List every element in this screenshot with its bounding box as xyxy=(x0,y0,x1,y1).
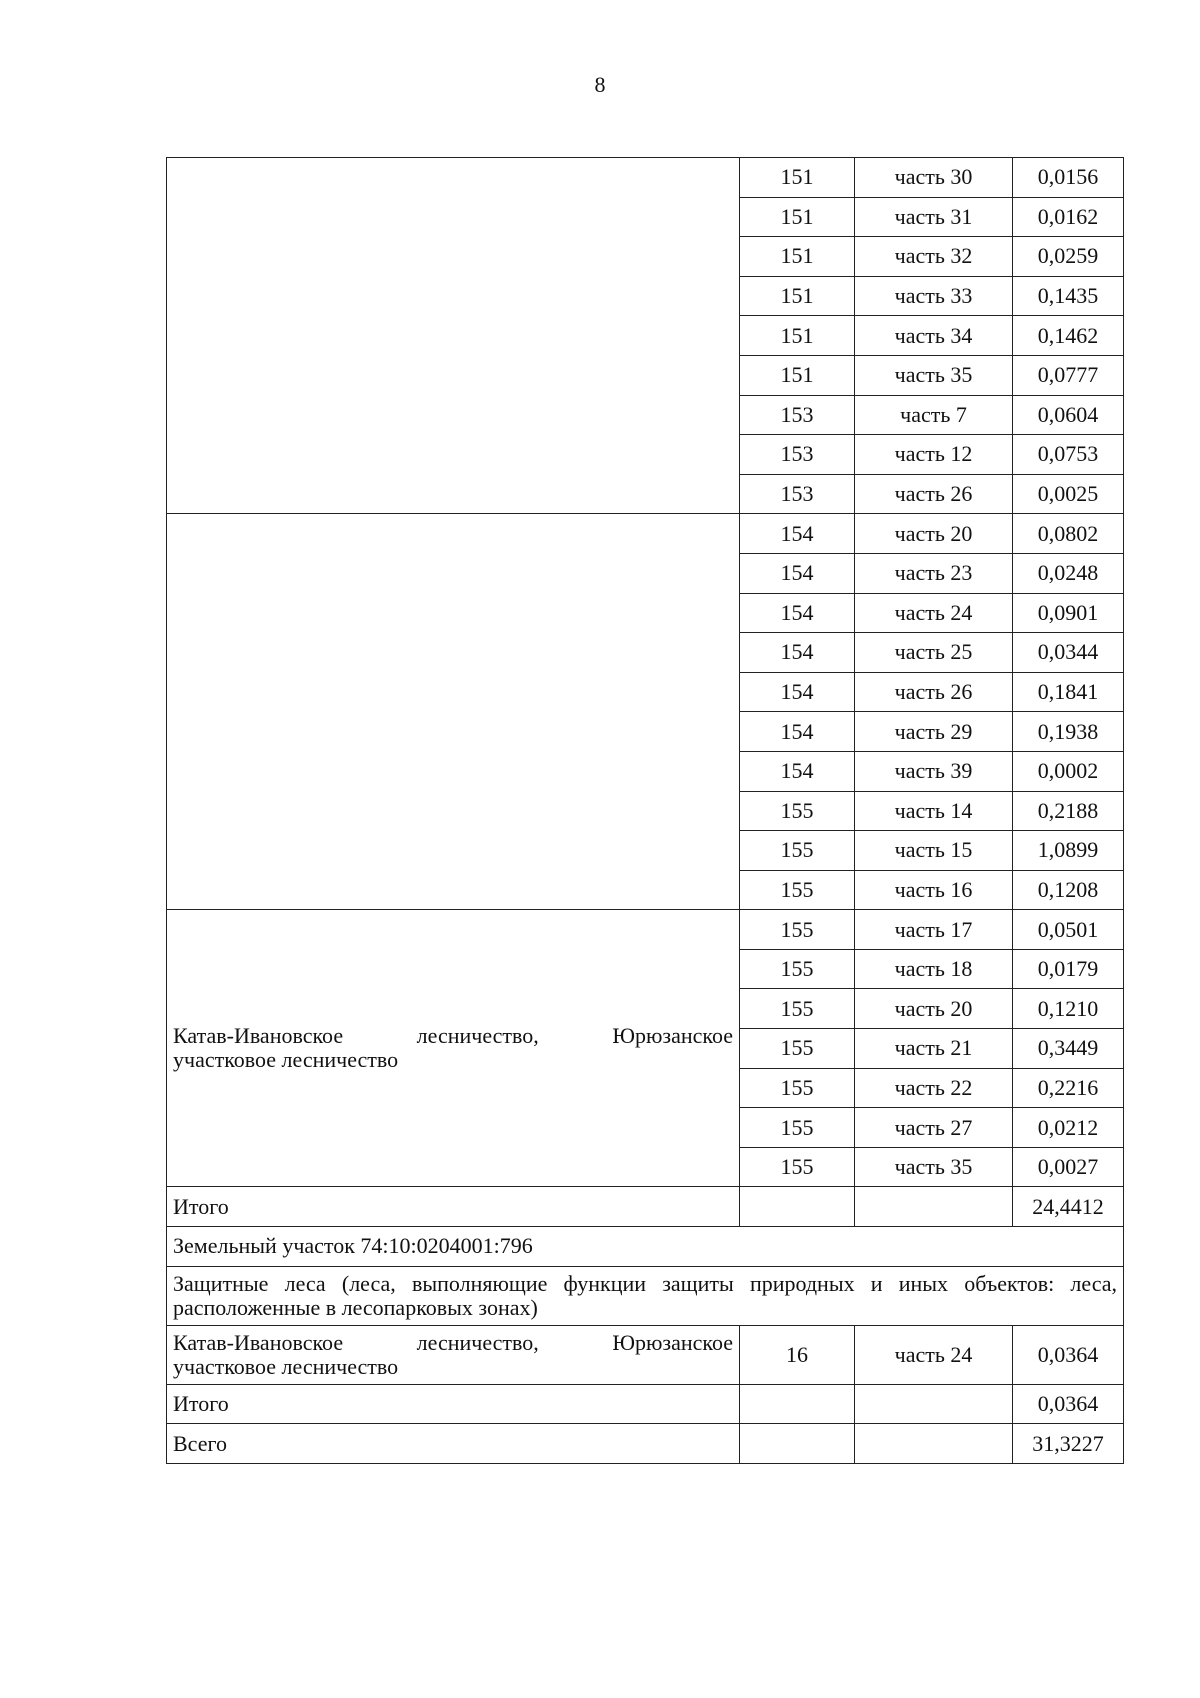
forestry-name xyxy=(173,1024,733,1072)
kvartal-cell: 153 xyxy=(740,435,855,475)
vydel-cell: часть 20 xyxy=(855,989,1013,1029)
forestry-name-line2: участковое лесничество xyxy=(173,1047,399,1073)
forest-plots-table xyxy=(166,157,1124,1464)
forestry-word: Юрюзанское xyxy=(612,1023,733,1049)
kvartal-cell: 155 xyxy=(740,791,855,831)
area-cell: 0,0501 xyxy=(1013,910,1124,950)
vydel-cell: часть 17 xyxy=(855,910,1013,950)
vydel-cell: часть 34 xyxy=(855,316,1013,356)
kvartal-cell: 154 xyxy=(740,514,855,554)
forestry-cell xyxy=(167,910,740,1187)
vydel-cell: часть 26 xyxy=(855,474,1013,514)
kvartal-cell: 151 xyxy=(740,197,855,237)
kvartal-cell: 151 xyxy=(740,276,855,316)
vydel-cell: часть 23 xyxy=(855,553,1013,593)
area-cell: 0,0025 xyxy=(1013,474,1124,514)
table-row xyxy=(167,514,1124,554)
kvartal-cell: 154 xyxy=(740,672,855,712)
area-cell: 0,1208 xyxy=(1013,870,1124,910)
vydel-cell: часть 14 xyxy=(855,791,1013,831)
vydel-cell: часть 20 xyxy=(855,514,1013,554)
area-cell: 0,2216 xyxy=(1013,1068,1124,1108)
kvartal-cell: 16 xyxy=(740,1325,855,1384)
area-cell: 1,0899 xyxy=(1013,831,1124,871)
forestry-word: лесничество, xyxy=(416,1329,539,1355)
grand-total-row xyxy=(167,1424,1124,1464)
area-cell: 0,0344 xyxy=(1013,633,1124,673)
vydel-cell: часть 35 xyxy=(855,1147,1013,1187)
vydel-cell: часть 30 xyxy=(855,158,1013,198)
empty-cell xyxy=(855,1384,1013,1424)
area-cell: 0,0259 xyxy=(1013,237,1124,277)
kvartal-cell: 155 xyxy=(740,870,855,910)
kvartal-cell: 154 xyxy=(740,593,855,633)
vydel-cell: часть 16 xyxy=(855,870,1013,910)
forestry-word: Юрюзанское xyxy=(612,1329,733,1355)
table-body xyxy=(167,158,1124,1464)
subtotal-row xyxy=(167,1187,1124,1227)
vydel-cell: часть 33 xyxy=(855,276,1013,316)
kvartal-cell: 155 xyxy=(740,989,855,1029)
kvartal-cell: 151 xyxy=(740,316,855,356)
empty-cell xyxy=(740,1424,855,1464)
vydel-cell: часть 35 xyxy=(855,355,1013,395)
forest-category-row xyxy=(167,1266,1124,1325)
area-cell: 0,0777 xyxy=(1013,355,1124,395)
area-cell: 0,0901 xyxy=(1013,593,1124,633)
subtotal-area: 0,0364 xyxy=(1013,1384,1124,1424)
area-cell: 0,1435 xyxy=(1013,276,1124,316)
kvartal-cell: 151 xyxy=(740,158,855,198)
vydel-cell: часть 18 xyxy=(855,949,1013,989)
vydel-cell: часть 32 xyxy=(855,237,1013,277)
kvartal-cell: 155 xyxy=(740,1068,855,1108)
area-cell: 0,1938 xyxy=(1013,712,1124,752)
area-cell: 0,0604 xyxy=(1013,395,1124,435)
table-row xyxy=(167,158,1124,198)
empty-cell xyxy=(740,1187,855,1227)
area-cell: 0,1841 xyxy=(1013,672,1124,712)
kvartal-cell: 151 xyxy=(740,237,855,277)
grand-total-area: 31,3227 xyxy=(1013,1424,1124,1464)
area-cell: 0,0753 xyxy=(1013,435,1124,475)
table-row xyxy=(167,1325,1124,1384)
vydel-cell: часть 31 xyxy=(855,197,1013,237)
vydel-cell: часть 39 xyxy=(855,751,1013,791)
forestry-name xyxy=(173,1331,733,1379)
kvartal-cell: 154 xyxy=(740,712,855,752)
vydel-cell: часть 27 xyxy=(855,1108,1013,1148)
area-cell: 0,0162 xyxy=(1013,197,1124,237)
area-cell: 0,0156 xyxy=(1013,158,1124,198)
area-cell: 0,1462 xyxy=(1013,316,1124,356)
forestry-word: лесничество, xyxy=(416,1023,539,1049)
area-cell: 0,0248 xyxy=(1013,553,1124,593)
empty-cell xyxy=(855,1187,1013,1227)
forestry-cell xyxy=(167,1325,740,1384)
forestry-cell xyxy=(167,158,740,514)
area-cell: 0,3449 xyxy=(1013,1029,1124,1069)
kvartal-cell: 154 xyxy=(740,553,855,593)
forestry-name-line1 xyxy=(173,1331,733,1355)
kvartal-cell: 154 xyxy=(740,633,855,673)
subtotal-label: Итого xyxy=(167,1384,740,1424)
vydel-cell: часть 21 xyxy=(855,1029,1013,1069)
kvartal-cell: 155 xyxy=(740,1029,855,1069)
empty-cell xyxy=(740,1384,855,1424)
subtotal-label: Итого xyxy=(167,1187,740,1227)
vydel-cell: часть 25 xyxy=(855,633,1013,673)
area-cell: 0,0212 xyxy=(1013,1108,1124,1148)
land-plot-title: Земельный участок 74:10:0204001:796 xyxy=(167,1227,1124,1267)
forestry-cell xyxy=(167,514,740,910)
kvartal-cell: 151 xyxy=(740,355,855,395)
area-cell: 0,2188 xyxy=(1013,791,1124,831)
forest-category-description: Защитные леса (леса, выполняющие функции защиты природных и иных объектов: леса, расположенные в лесопарковых зонах) xyxy=(167,1266,1124,1325)
forestry-word: Катав-Ивановское xyxy=(173,1329,344,1355)
vydel-cell: часть 7 xyxy=(855,395,1013,435)
vydel-cell: часть 24 xyxy=(855,593,1013,633)
kvartal-cell: 154 xyxy=(740,751,855,791)
area-cell: 0,0802 xyxy=(1013,514,1124,554)
forestry-name-line1 xyxy=(173,1024,733,1048)
subtotal-row xyxy=(167,1384,1124,1424)
vydel-cell: часть 15 xyxy=(855,831,1013,871)
kvartal-cell: 153 xyxy=(740,474,855,514)
area-cell: 0,1210 xyxy=(1013,989,1124,1029)
kvartal-cell: 155 xyxy=(740,910,855,950)
subtotal-area: 24,4412 xyxy=(1013,1187,1124,1227)
forestry-name-line2: участковое лесничество xyxy=(173,1353,399,1379)
empty-cell xyxy=(855,1424,1013,1464)
area-cell: 0,0364 xyxy=(1013,1325,1124,1384)
land-plot-row xyxy=(167,1227,1124,1267)
page-number: 8 xyxy=(594,72,606,97)
kvartal-cell: 155 xyxy=(740,1108,855,1148)
kvartal-cell: 153 xyxy=(740,395,855,435)
kvartal-cell: 155 xyxy=(740,831,855,871)
kvartal-cell: 155 xyxy=(740,1147,855,1187)
vydel-cell: часть 22 xyxy=(855,1068,1013,1108)
vydel-cell: часть 24 xyxy=(855,1325,1013,1384)
grand-total-label: Всего xyxy=(167,1424,740,1464)
area-cell: 0,0179 xyxy=(1013,949,1124,989)
kvartal-cell: 155 xyxy=(740,949,855,989)
area-cell: 0,0002 xyxy=(1013,751,1124,791)
vydel-cell: часть 29 xyxy=(855,712,1013,752)
vydel-cell: часть 12 xyxy=(855,435,1013,475)
vydel-cell: часть 26 xyxy=(855,672,1013,712)
table-row xyxy=(167,910,1124,950)
forestry-word: Катав-Ивановское xyxy=(173,1023,344,1049)
area-cell: 0,0027 xyxy=(1013,1147,1124,1187)
